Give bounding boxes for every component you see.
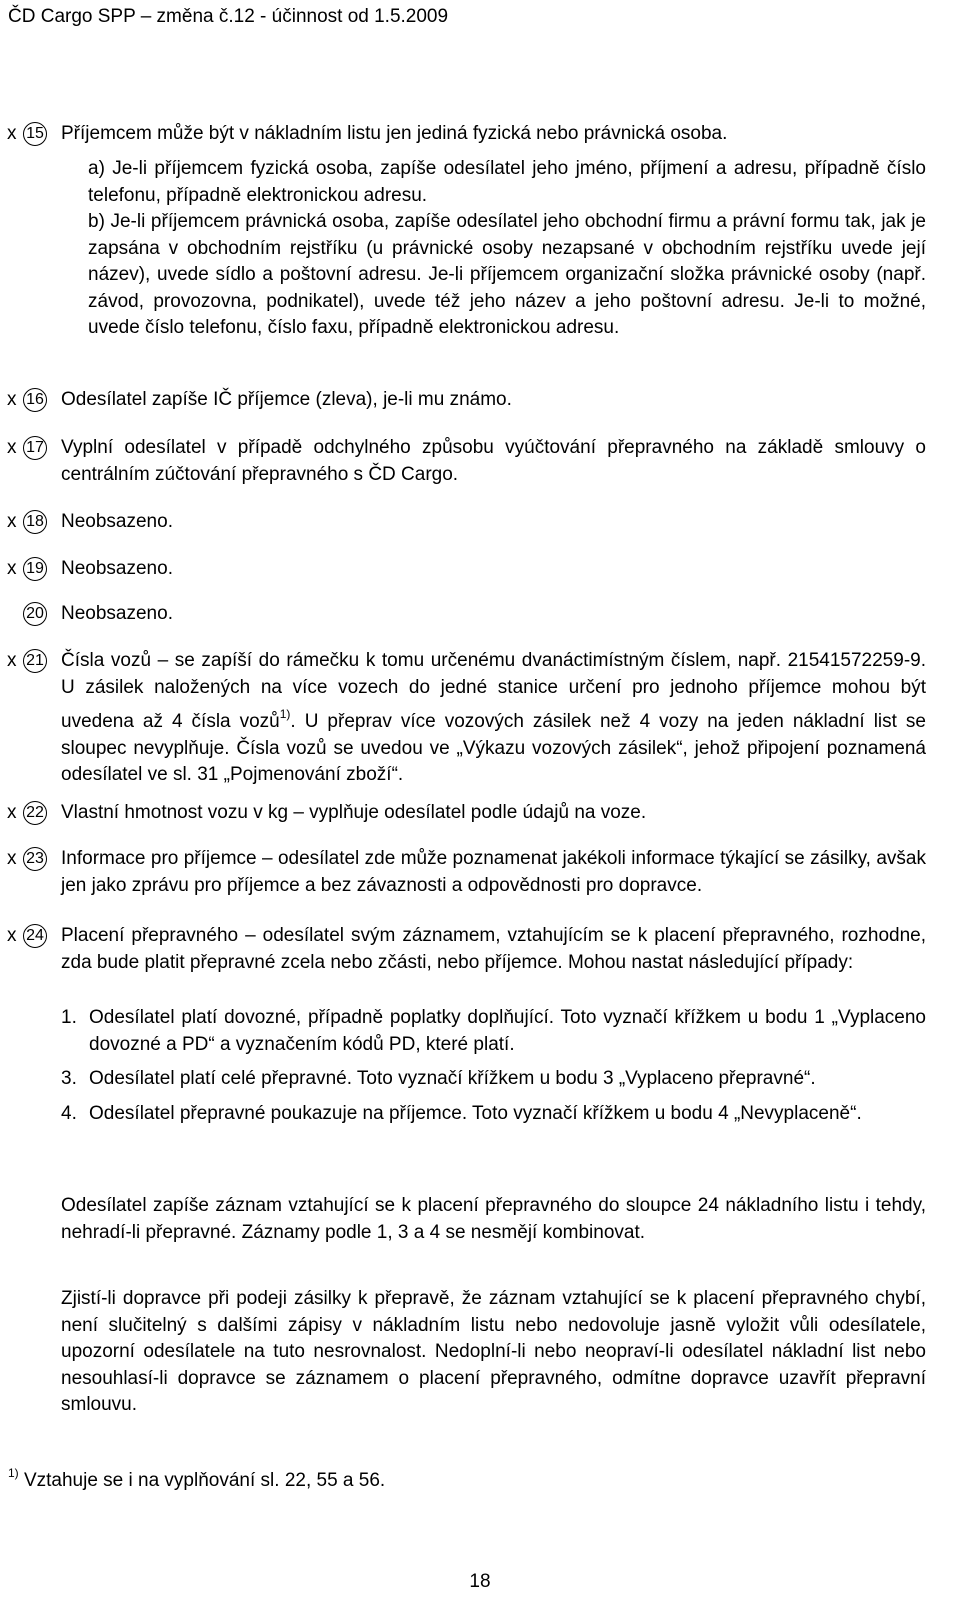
item-mark: x	[7, 389, 17, 410]
item-mark: x	[7, 802, 17, 823]
list-item-number: 3.	[61, 1068, 77, 1089]
item-mark: x	[7, 123, 17, 144]
page-number: 18	[469, 1571, 491, 1592]
item-mark: x	[7, 650, 17, 671]
payment-cases-list	[61, 1005, 926, 1135]
item-15-subitem-a	[88, 156, 926, 209]
page-header: ČD Cargo SPP – změna č.12 - účinnost od 1.5.2009	[8, 6, 449, 27]
list-item-text: Odesílatel přepravné poukazuje na příjemce. Toto vyznačí křížkem u bodu 4 „Nevyplaceně“.	[89, 1102, 862, 1124]
item-text: Vlastní hmotnost vozu v kg – vyplňuje odesílatel podle údajů na voze.	[61, 802, 647, 823]
footnote-marker: 1)	[8, 1466, 19, 1480]
item-mark: x	[7, 558, 17, 579]
footnote	[8, 1460, 385, 1494]
item-number-circle: 24	[23, 924, 47, 948]
item-mark: x	[7, 848, 17, 869]
item-24-paragraph-2: Zjistí-li dopravce při podeji zásilky k přepravě, že záznam vztahující se k placení přepravného chybí, není slučitelný s dalšími zápisy v nákladním listu nebo nedovoluje jasně vyložit vůli odesílatele, upozorní odesílatele na tuto nesrovnalost. Nedoplní-li nebo neopraví-li odesílatel nákladní list nebo nesouhlasí-li dopravce se záznamem o placení přepravného, odmítne dopravce uzavřít přepravní smlouvu.	[61, 1288, 926, 1415]
list-item-number: 1.	[61, 1007, 77, 1028]
item-24-paragraph-1: Odesílatel zapíše záznam vztahující se k placení přepravného do sloupce 24 nákladního listu i tehdy, nehradí-li přepravné. Záznamy podle 1, 3 a 4 se nesmějí kombinovat.	[61, 1195, 926, 1243]
item-text: Neobsazeno.	[61, 603, 173, 624]
subitem-b-text: b) Je-li příjemcem právnická osoba, zapíše odesílatel jeho obchodní firmu a právní formu tak, jak je zapsána v obchodním rejstříku (u právnické osoby nezapsané v obchodním rejstříku uvede její název), uvede sídlo a poštovní adresu. Je-li příjemcem organizační složka právnické osoby (např. závod, provozovna, podnikatel), uvede též jeho název a jeho poštovní adresu. Je-li to možné, uvede číslo telefonu, číslo faxu, případně elektronickou adresu.	[88, 211, 926, 338]
list-item	[61, 1101, 926, 1128]
list-item	[61, 1005, 926, 1058]
item-mark: x	[7, 925, 17, 946]
item-mark: x	[7, 437, 17, 458]
footnote-ref: 1)	[279, 707, 291, 721]
item-number-circle: 22	[23, 801, 47, 825]
footnote-text: Vztahuje se i na vyplňování sl. 22, 55 a 56.	[23, 1470, 386, 1491]
item-text: Vyplní odesílatel v případě odchylného způsobu vyúčtování přepravného na základě smlouvy o centrálním zúčtování přepravného s ČD Cargo.	[61, 437, 926, 485]
item-number-circle: 20	[23, 602, 47, 626]
item-21-text-part-1: Čísla vozů – se zapíší do rámečku k tomu určenému dvanáctimístným číslem, např. 21541572259-9. U zásilek naložených na více vozech do jedné stanice určení pro jednoho příjemce mohou být uvedena až 4 čísla vozů	[61, 650, 926, 732]
item-text: Placení přepravného – odesílatel svým záznamem, vztahujícím se k placení přepravného, rozhodne, zda bude platit přepravné zcela nebo zčásti, nebo příjemce. Mohou nastat následující případy:	[61, 925, 926, 973]
subitem-a-text: a) Je-li příjemcem fyzická osoba, zapíše odesílatel jeho jméno, příjmení a adresu, případně číslo telefonu, případně elektronickou adresu.	[88, 158, 926, 206]
list-item-text: Odesílatel platí celé přepravné. Toto vyznačí křížkem u bodu 3 „Vyplaceno přepravné“.	[89, 1068, 816, 1089]
item-number-circle: 16	[23, 388, 47, 412]
item-15-subitem-b	[88, 209, 926, 342]
item-text: Informace pro příjemce – odesílatel zde může poznamenat jakékoli informace týkající se zásilky, avšak jen jako zprávu pro příjemce a bez závaznosti a odpovědnosti pro dopravce.	[61, 848, 926, 896]
item-text: Příjemcem může být v nákladním listu jen jediná fyzická nebo právnická osoba.	[61, 123, 728, 144]
item-mark: x	[7, 511, 17, 532]
item-number-circle: 18	[23, 510, 47, 534]
item-number-circle: 21	[23, 649, 47, 673]
item-text: Neobsazeno.	[61, 511, 173, 532]
item-number-circle: 17	[23, 436, 47, 460]
item-number-circle: 15	[23, 122, 47, 146]
list-item-text: Odesílatel platí dovozné, případně poplatky doplňující. Toto vyznačí křížkem u bodu 1 „Vyplaceno dovozné a PD“ a vyznačením kódů PD, které platí.	[89, 1007, 926, 1055]
item-number-circle: 23	[23, 847, 47, 871]
item-text	[61, 648, 926, 789]
item-text: Odesílatel zapíše IČ příjemce (zleva), je-li mu známo.	[61, 389, 512, 410]
list-item-number: 4.	[61, 1102, 77, 1124]
list-item	[61, 1066, 926, 1093]
item-number-circle: 19	[23, 557, 47, 581]
item-21-text-part-2: . U přeprav více vozových zásilek než 4 vozy na jeden nákladní list se sloupec nevyplňuje. Čísla vozů se uvedou ve „Výkazu vozových zásilek“, jehož připojení poznamená odesílatel ve sl. 31 „Pojmenování zboží“.	[61, 711, 926, 785]
item-text: Neobsazeno.	[61, 558, 173, 579]
